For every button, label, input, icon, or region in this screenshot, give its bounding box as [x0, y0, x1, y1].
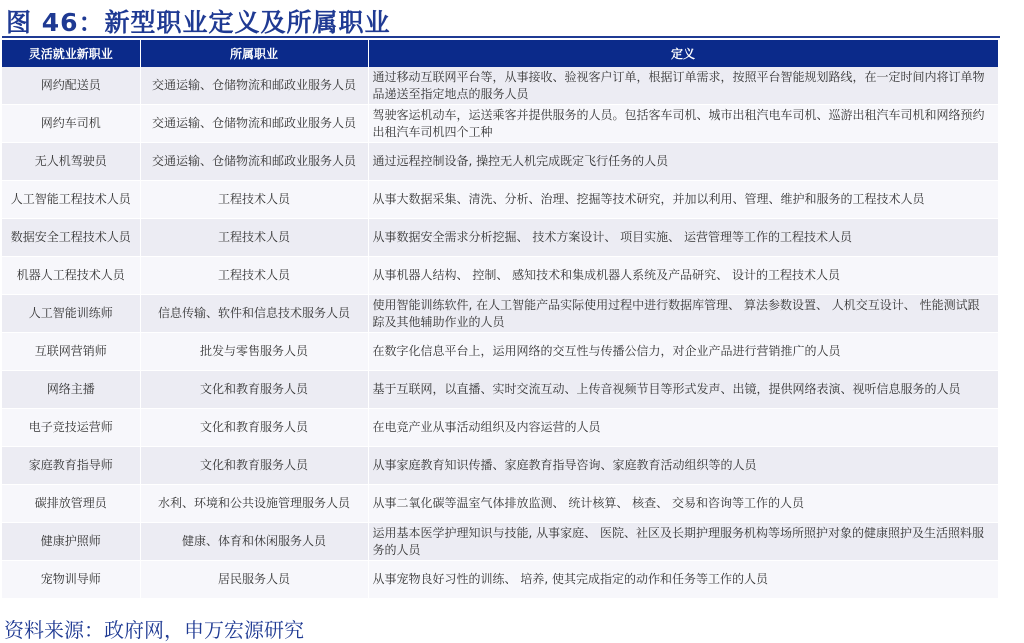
cell-definition: 在电竞产业从事活动组织及内容运营的人员 — [368, 409, 998, 447]
cell-definition: 从事家庭教育知识传播、家庭教育指导咨询、家庭教育活动组织等的人员 — [368, 447, 998, 485]
table-row — [2, 257, 998, 295]
cell-definition: 在数字化信息平台上，运用网络的交互性与传播公信力，对企业产品进行营销推广的人员 — [368, 333, 998, 371]
cell-definition: 从事大数据采集、清洗、分析、治理、挖掘等技术研究，并加以利用、管理、维护和服务的工程技术人员 — [368, 181, 998, 219]
header-category: 所属职业 — [140, 40, 368, 67]
cell-category: 信息传输、软件和信息技术服务人员 — [140, 295, 368, 333]
cell-category: 文化和教育服务人员 — [140, 371, 368, 409]
cell-job: 碳排放管理员 — [2, 485, 140, 523]
cell-category: 工程技术人员 — [140, 257, 368, 295]
cell-job: 网约车司机 — [2, 105, 140, 143]
table-row — [2, 447, 998, 485]
title-divider — [2, 36, 1000, 38]
cell-category: 水利、环境和公共设施管理服务人员 — [140, 485, 368, 523]
table-row — [2, 523, 998, 561]
table-row — [2, 143, 998, 181]
cell-definition: 从事宠物良好习性的训练、 培养, 使其完成指定的动作和任务等工作的人员 — [368, 561, 998, 599]
cell-job: 人工智能工程技术人员 — [2, 181, 140, 219]
cell-category: 工程技术人员 — [140, 181, 368, 219]
table-row — [2, 219, 998, 257]
cell-job: 网络主播 — [2, 371, 140, 409]
cell-definition: 使用智能训练软件, 在人工智能产品实际使用过程中进行数据库管理、 算法参数设置、 人机交互设计、 性能测试跟踪及其他辅助作业的人员 — [368, 295, 998, 333]
cell-definition: 通过移动互联网平台等，从事接收、验视客户订单，根据订单需求，按照平台智能规划路线，在一定时间内将订单物品递送至指定地点的服务人员 — [368, 67, 998, 105]
cell-category: 文化和教育服务人员 — [140, 409, 368, 447]
cell-definition: 驾驶客运机动车，运送乘客并提供服务的人员。包括客车司机、城市出租汽电车司机、巡游出租汽车司机和网络预约出租汽车司机四个工种 — [368, 105, 998, 143]
cell-job: 网约配送员 — [2, 67, 140, 105]
occupation-table — [2, 40, 999, 599]
table-row — [2, 409, 998, 447]
table-row — [2, 371, 998, 409]
header-job: 灵活就业新职业 — [2, 40, 140, 67]
cell-category: 交通运输、仓储物流和邮政业服务人员 — [140, 143, 368, 181]
cell-job: 健康护照师 — [2, 523, 140, 561]
cell-category: 工程技术人员 — [140, 219, 368, 257]
cell-definition: 基于互联网，以直播、实时交流互动、上传音视频节目等形式发声、出镜，提供网络表演、视听信息服务的人员 — [368, 371, 998, 409]
cell-job: 互联网营销师 — [2, 333, 140, 371]
cell-definition: 从事机器人结构、 控制、 感知技术和集成机器人系统及产品研究、 设计的工程技术人员 — [368, 257, 998, 295]
cell-job: 宠物训导师 — [2, 561, 140, 599]
cell-category: 批发与零售服务人员 — [140, 333, 368, 371]
table-row — [2, 67, 998, 105]
table-row — [2, 181, 998, 219]
table-body — [2, 67, 998, 599]
table-row — [2, 333, 998, 371]
cell-job: 人工智能训练师 — [2, 295, 140, 333]
cell-category: 交通运输、仓储物流和邮政业服务人员 — [140, 105, 368, 143]
cell-definition: 从事二氧化碳等温室气体排放监测、 统计核算、 核查、 交易和咨询等工作的人员 — [368, 485, 998, 523]
cell-definition: 从事数据安全需求分析挖掘、 技术方案设计、 项目实施、 运营管理等工作的工程技术人员 — [368, 219, 998, 257]
cell-job: 无人机驾驶员 — [2, 143, 140, 181]
cell-category: 交通运输、仓储物流和邮政业服务人员 — [140, 67, 368, 105]
cell-job: 数据安全工程技术人员 — [2, 219, 140, 257]
cell-job: 电子竞技运营师 — [2, 409, 140, 447]
table-row — [2, 561, 998, 599]
cell-job: 家庭教育指导师 — [2, 447, 140, 485]
cell-category: 文化和教育服务人员 — [140, 447, 368, 485]
cell-definition: 通过远程控制设备, 操控无人机完成既定飞行任务的人员 — [368, 143, 998, 181]
table-header-row — [2, 40, 998, 67]
cell-definition: 运用基本医学护理知识与技能, 从事家庭、 医院、社区及长期护理服务机构等场所照护对象的健康照护及生活照料服务的人员 — [368, 523, 998, 561]
table-row — [2, 485, 998, 523]
table-row — [2, 295, 998, 333]
source-note: 资料来源：政府网，申万宏源研究 — [4, 618, 304, 642]
cell-category: 居民服务人员 — [140, 561, 368, 599]
header-definition: 定义 — [368, 40, 998, 67]
table-row — [2, 105, 998, 143]
cell-category: 健康、体育和休闲服务人员 — [140, 523, 368, 561]
cell-job: 机器人工程技术人员 — [2, 257, 140, 295]
figure-title: 图 46：新型职业定义及所属职业 — [6, 8, 391, 37]
